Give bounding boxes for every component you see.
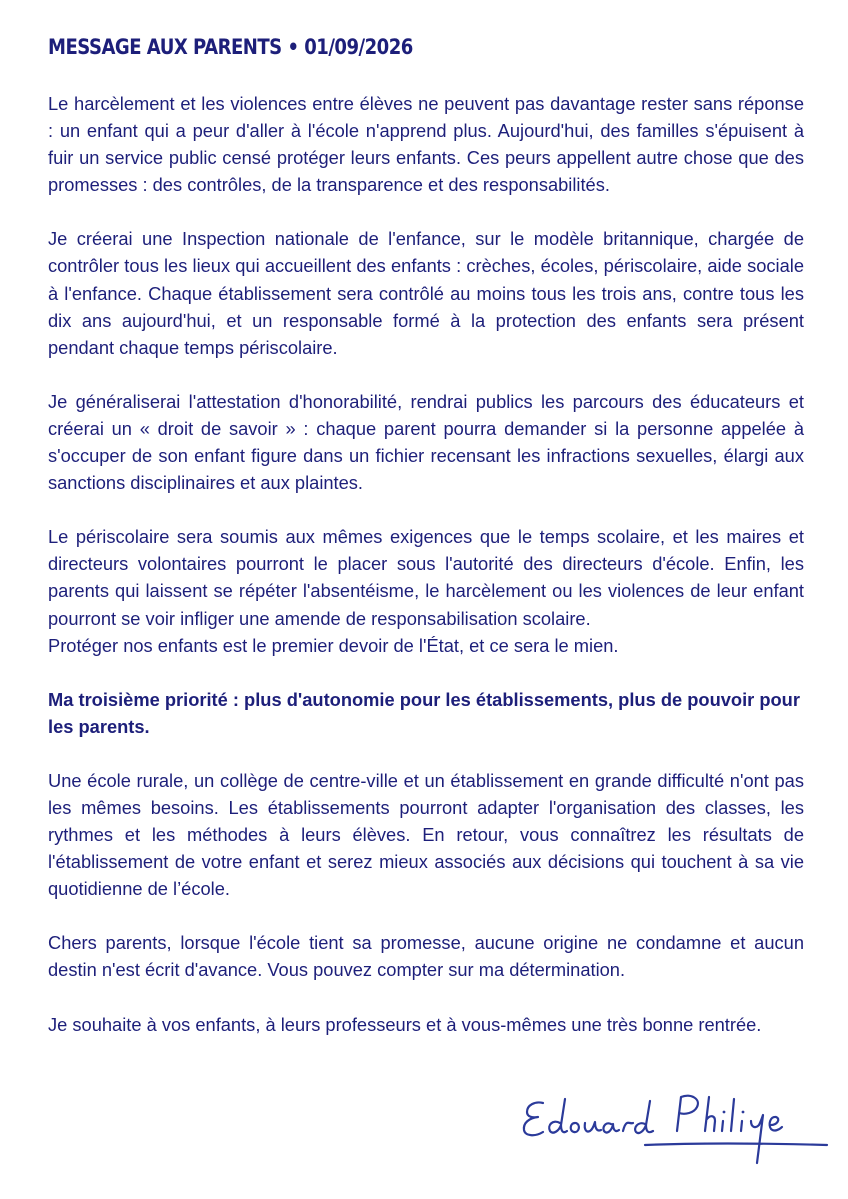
paragraph-periscolaire-conclusion: Protéger nos enfants est le premier devoir de l'État, et ce sera le mien. — [48, 634, 619, 656]
paragraph-harassment: Le harcèlement et les violences entre élèves ne peuvent pas davantage rester sans réponse : un enfant qui a peur d'aller à l'école n'apprend plus. Aujourd'hui, des familles s'épuisent à fuir un service public censé protéger leurs enfants. Ces peurs appellent autre chose que des promesses : des contrôles, de la transparence et des responsabilités. — [48, 93, 804, 196]
paragraph-dear-parents: Chers parents, lorsque l'école tient sa promesse, aucune origine ne condamne et aucun destin n'est écrit d'avance. Vous pouvez compter sur ma détermination. — [48, 932, 804, 981]
paragraph-autonomy: Une école rurale, un collège de centre-ville et un établissement en grande difficulté n'ont pas les mêmes besoins. Les établissements pourront adapter l'organisation des classes, les rythmes et les méthodes à leurs élèves. En retour, vous connaîtrez les résultats de l'établissement de votre enfant et serez mieux associés aux décisions qui touchent à sa vie quotidienne de l’école. — [48, 769, 804, 900]
letter-page — [48, 32, 804, 1065]
page-title: MESSAGE AUX PARENTS • 01/09/2026 — [48, 35, 413, 59]
paragraph-honorability: Je généraliserai l'attestation d'honorabilité, rendrai publics les parcours des éducateurs et créerai un « droit de savoir » : chaque parent pourra demander si la personne appelée à s'occuper de son enfant figure dans un fichier recensant les infractions sexuelles, élargi aux sanctions disciplinaires et aux plaintes. — [48, 390, 804, 494]
paragraph-periscolaire-main: Le périscolaire sera soumis aux mêmes exigences que le temps scolaire, et les maires et directeurs volontaires pourront le placer sous l'autorité des directeurs d'école. Enfin, les parents qui laissent se répéter l'absentéisme, le harcèlement ou les violences de leur enfant pourront se voir infliger une amende de responsabilisation scolaire. — [48, 526, 804, 629]
paragraph-closing-wish: Je souhaite à vos enfants, à leurs professeurs et à vous-mêmes une très bonne rentrée. — [48, 1013, 762, 1035]
handwritten-signature — [505, 1085, 835, 1175]
priority-heading: Ma troisième priorité : plus d'autonomie pour les établissements, plus de pouvoir pour les parents. — [48, 688, 800, 737]
paragraph-inspection: Je créerai une Inspection nationale de l'enfance, sur le modèle britannique, chargée de contrôler tous les lieux qui accueillent des enfants : crèches, écoles, périscolaire, aide sociale à l'enfance. Chaque établissement sera contrôlé au moins tous les trois ans, contre tous les dix ans aujourd'hui, et un responsable formé à la protection des enfants sera présent pendant chaque temps périscolaire. — [48, 228, 804, 358]
paragraph-periscolaire — [48, 523, 804, 658]
